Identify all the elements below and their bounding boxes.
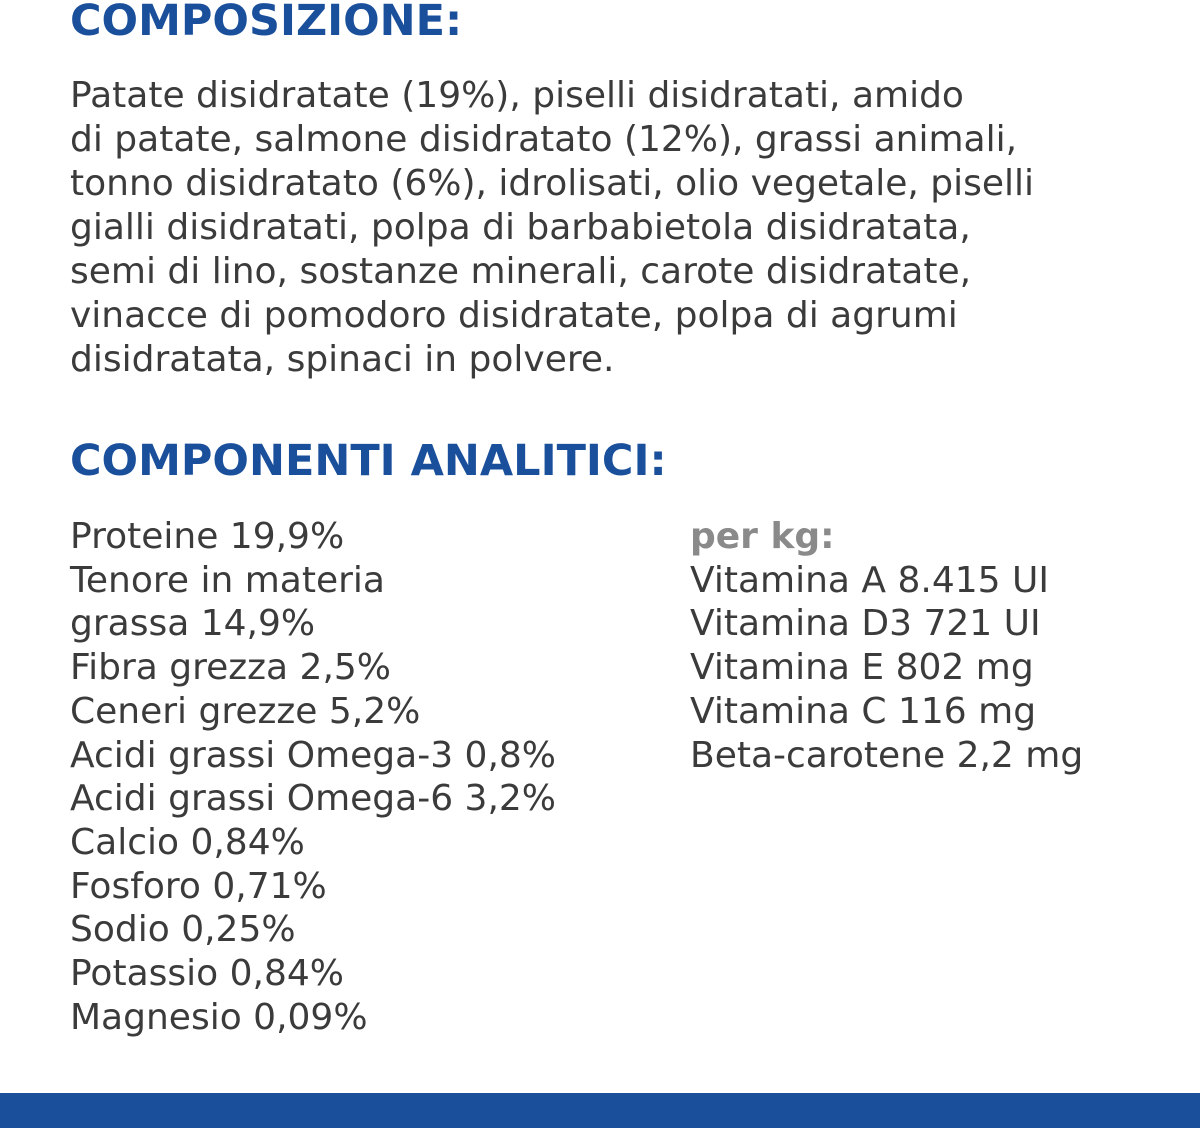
analytical-components-list (70, 515, 556, 1039)
composition-line: tonno disidratato (6%), idrolisati, olio vegetale, piselli (70, 163, 1035, 204)
composition-line: disidratata, spinaci in polvere. (70, 339, 615, 380)
analytical-item: Potassio 0,84% (70, 953, 344, 995)
vitamin-item: Vitamina C 116 mg (690, 690, 1037, 732)
analytical-item: Acidi grassi Omega-3 0,8% (70, 734, 557, 776)
analytical-item: Fosforo 0,71% (70, 865, 327, 907)
per-kg-label: per kg: (690, 516, 835, 557)
analytical-item: Fibra grezza 2,5% (70, 647, 392, 689)
vitamins-list (690, 559, 1083, 778)
vitamin-item: Vitamina E 802 mg (690, 647, 1034, 689)
analytical-item: Ceneri grezze 5,2% (70, 690, 421, 732)
analytical-item: Tenore in materia (70, 559, 385, 601)
composition-heading: COMPOSIZIONE: (70, 0, 463, 46)
vitamin-item: Beta-carotene 2,2 mg (690, 734, 1084, 776)
composition-line: semi di lino, sostanze minerali, carote disidratate, (70, 251, 972, 292)
analytical-item: grassa 14,9% (70, 603, 316, 645)
composition-text (70, 74, 1150, 382)
analytical-item: Acidi grassi Omega-6 3,2% (70, 778, 557, 820)
composition-line: gialli disidratati, polpa di barbabietola disidratata, (70, 207, 971, 248)
composition-line: Patate disidratate (19%), piselli disidratati, amido (70, 75, 964, 116)
vitamin-item: Vitamina A 8.415 UI (690, 559, 1049, 601)
analytical-item: Sodio 0,25% (70, 909, 296, 951)
composition-line: di patate, salmone disidratato (12%), grassi animali, (70, 119, 1018, 160)
footer-bar (0, 1093, 1200, 1128)
analytical-item: Magnesio 0,09% (70, 996, 368, 1038)
vitamins-section (690, 515, 1083, 777)
vitamin-item: Vitamina D3 721 UI (690, 603, 1041, 645)
composition-line: vinacce di pomodoro disidratate, polpa di agrumi (70, 295, 958, 336)
analytical-item: Proteine 19,9% (70, 516, 345, 557)
analytical-item: Calcio 0,84% (70, 821, 305, 863)
analytical-heading: COMPONENTI ANALITICI: (70, 436, 667, 486)
